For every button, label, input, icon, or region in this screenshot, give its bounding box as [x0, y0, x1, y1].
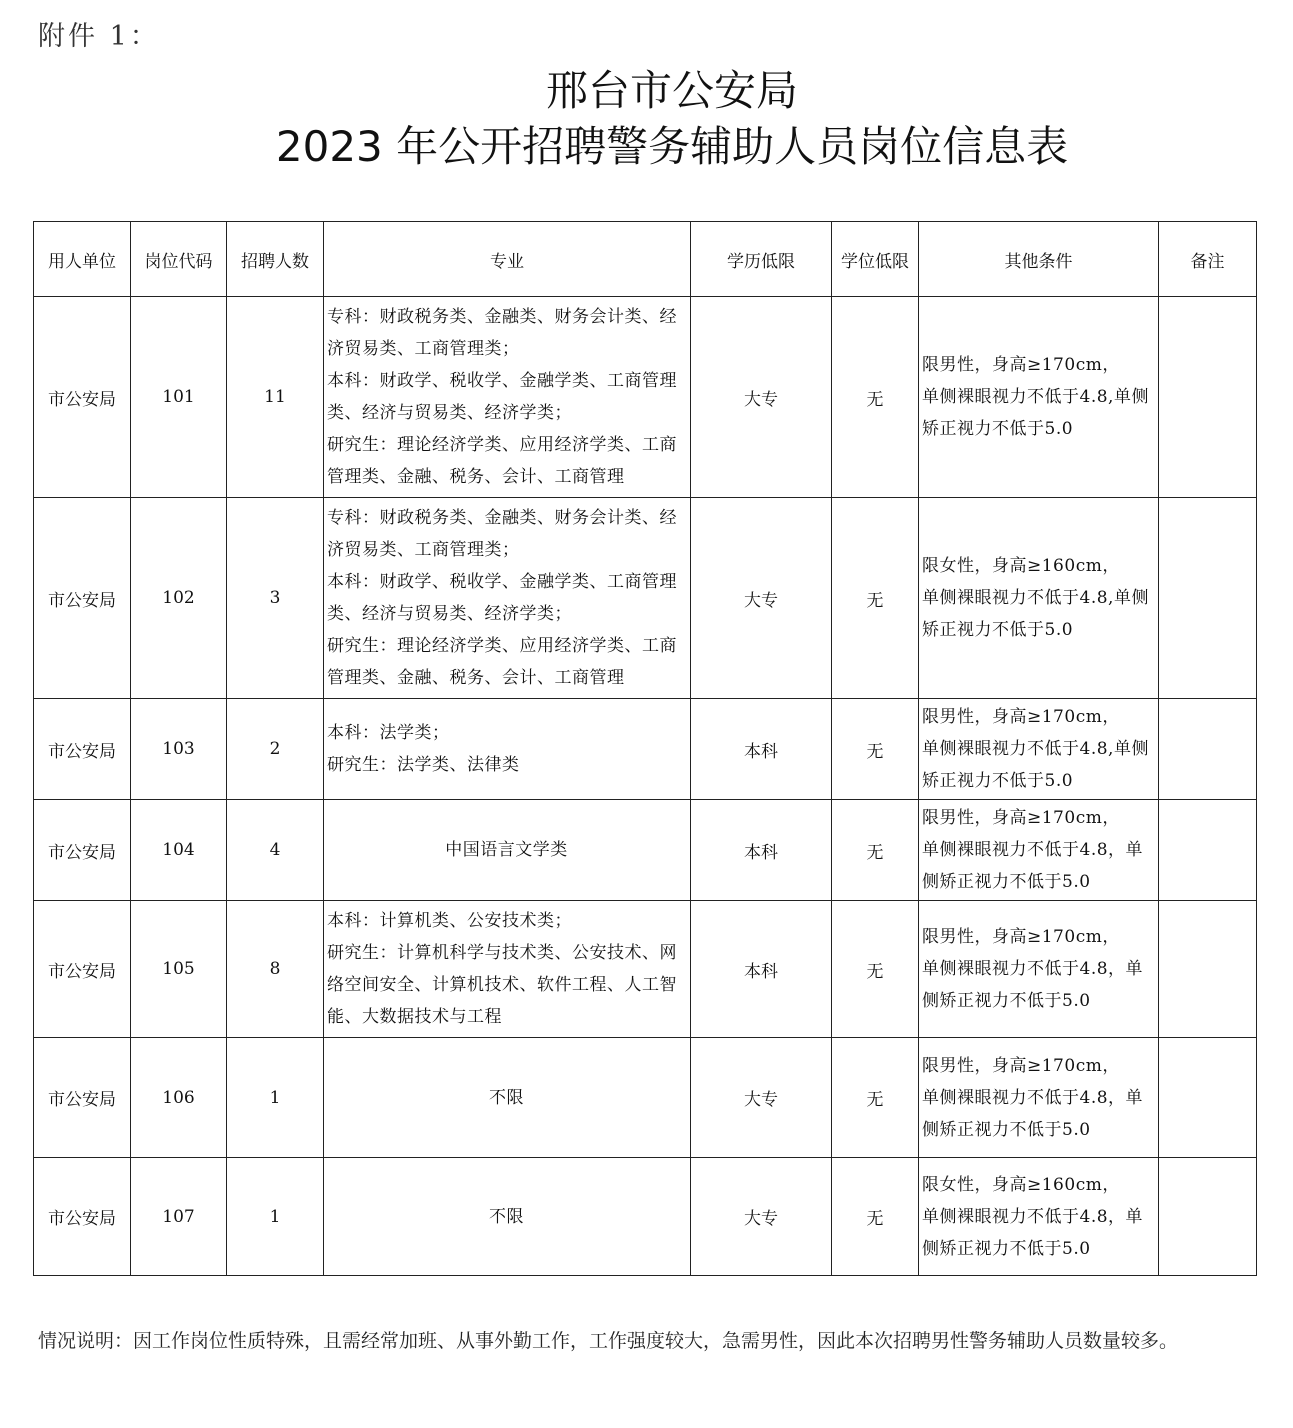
- cell-unit: 市公安局: [34, 1038, 131, 1158]
- other-line: 单侧裸眼视力不低于4.8，单侧矫正视力不低于5.0: [922, 1087, 1144, 1140]
- table-body: [34, 297, 1257, 1276]
- page-title: 邢台市公安局: [545, 66, 798, 115]
- page-subtitle: 2023 年公开招聘警务辅助人员岗位信息表: [275, 122, 1069, 171]
- other-line: 单侧裸眼视力不低于4.8，单侧矫正视力不低于5.0: [922, 840, 1144, 892]
- cell-unit: 市公安局: [34, 297, 131, 498]
- cell-remark: [1159, 800, 1257, 901]
- cell-remark: [1159, 901, 1257, 1038]
- cell-degree: 无: [832, 800, 919, 901]
- position-table: [33, 221, 1257, 1276]
- major-line: 不限: [489, 1206, 524, 1227]
- major-line: 本科：计算机类、公安技术类；: [327, 911, 572, 931]
- cell-education: 本科: [691, 901, 832, 1038]
- cell-remark: [1159, 1158, 1257, 1276]
- major-line: 本科：财政学、税收学、金融学类、工商管理类、经济与贸易类、经济学类；: [327, 572, 677, 624]
- header-major: 专业: [324, 222, 691, 297]
- other-line: 单侧裸眼视力不低于4.8,单侧矫正视力不低于5.0: [922, 588, 1149, 640]
- table-header-row: [34, 222, 1257, 297]
- cell-education: 本科: [691, 800, 832, 901]
- cell-education: 大专: [691, 1038, 832, 1158]
- other-line: 限女性，身高≥160cm，: [922, 556, 1120, 576]
- cell-degree: 无: [832, 1038, 919, 1158]
- cell-count: 1: [227, 1158, 324, 1276]
- cell-major: [324, 800, 691, 901]
- cell-code: 104: [131, 800, 227, 901]
- major-line: 专科：财政税务类、金融类、财务会计类、经济贸易类、工商管理类；: [327, 307, 677, 359]
- table-row: [34, 1158, 1257, 1276]
- table-row: [34, 498, 1257, 699]
- other-line: 限男性，身高≥170cm，: [922, 808, 1120, 828]
- cell-other: [919, 297, 1159, 498]
- cell-major: [324, 1158, 691, 1276]
- cell-degree: 无: [832, 699, 919, 800]
- cell-code: 105: [131, 901, 227, 1038]
- cell-count: 11: [227, 297, 324, 498]
- cell-count: 3: [227, 498, 324, 699]
- cell-major: [324, 699, 691, 800]
- table-row: [34, 1038, 1257, 1158]
- cell-other: [919, 901, 1159, 1038]
- cell-degree: 无: [832, 498, 919, 699]
- cell-code: 101: [131, 297, 227, 498]
- cell-remark: [1159, 1038, 1257, 1158]
- cell-code: 106: [131, 1038, 227, 1158]
- cell-education: 本科: [691, 699, 832, 800]
- other-line: 限女性，身高≥160cm，: [922, 1174, 1120, 1195]
- cell-remark: [1159, 699, 1257, 800]
- cell-other: [919, 498, 1159, 699]
- header-degree: 学位低限: [832, 222, 919, 297]
- cell-unit: 市公安局: [34, 1158, 131, 1276]
- cell-count: 2: [227, 699, 324, 800]
- cell-degree: 无: [832, 297, 919, 498]
- cell-unit: 市公安局: [34, 901, 131, 1038]
- cell-degree: 无: [832, 901, 919, 1038]
- header-count: 招聘人数: [227, 222, 324, 297]
- table-row: [34, 699, 1257, 800]
- major-line: 研究生：法学类、法律类: [327, 755, 520, 775]
- header-education: 学历低限: [691, 222, 832, 297]
- cell-count: 8: [227, 901, 324, 1038]
- header-other: 其他条件: [919, 222, 1159, 297]
- other-line: 限男性，身高≥170cm，: [922, 1055, 1120, 1076]
- table-row: [34, 901, 1257, 1038]
- cell-major: [324, 901, 691, 1038]
- cell-degree: 无: [832, 1158, 919, 1276]
- other-line: 限男性，身高≥170cm，: [922, 355, 1120, 375]
- major-line: 研究生：理论经济学类、应用经济学类、工商管理类、金融、税务、会计、工商管理: [327, 636, 677, 688]
- cell-unit: 市公安局: [34, 498, 131, 699]
- major-line: 研究生：计算机科学与技术类、公安技术、网络空间安全、计算机技术、软件工程、人工智能、大数据技术与工程: [327, 943, 677, 1027]
- attachment-label: 附件 1：: [38, 21, 160, 52]
- cell-major: [324, 297, 691, 498]
- cell-other: [919, 699, 1159, 800]
- cell-code: 107: [131, 1158, 227, 1276]
- major-line: 研究生：理论经济学类、应用经济学类、工商管理类、金融、税务、会计、工商管理: [327, 435, 677, 487]
- cell-unit: 市公安局: [34, 699, 131, 800]
- other-line: 限男性，身高≥170cm，: [922, 707, 1120, 727]
- cell-education: 大专: [691, 1158, 832, 1276]
- cell-education: 大专: [691, 297, 832, 498]
- major-line: 不限: [489, 1087, 524, 1108]
- cell-count: 1: [227, 1038, 324, 1158]
- cell-count: 4: [227, 800, 324, 901]
- other-line: 单侧裸眼视力不低于4.8，单侧矫正视力不低于5.0: [922, 959, 1144, 1011]
- major-line: 专科：财政税务类、金融类、财务会计类、经济贸易类、工商管理类；: [327, 508, 677, 560]
- header-code: 岗位代码: [131, 222, 227, 297]
- cell-other: [919, 800, 1159, 901]
- cell-other: [919, 1038, 1159, 1158]
- header-remark: 备注: [1159, 222, 1257, 297]
- cell-major: [324, 498, 691, 699]
- other-line: 单侧裸眼视力不低于4.8,单侧矫正视力不低于5.0: [922, 387, 1149, 439]
- major-line: 本科：法学类；: [327, 723, 450, 743]
- other-line: 限男性，身高≥170cm，: [922, 927, 1120, 947]
- cell-education: 大专: [691, 498, 832, 699]
- explanation-note: 情况说明：因工作岗位性质特殊，且需经常加班、从事外勤工作，工作强度较大，急需男性，因此本次招聘男性警务辅助人员数量较多。: [38, 1330, 1179, 1352]
- cell-remark: [1159, 498, 1257, 699]
- header-unit: 用人单位: [34, 222, 131, 297]
- cell-code: 102: [131, 498, 227, 699]
- major-line: 本科：财政学、税收学、金融学类、工商管理类、经济与贸易类、经济学类；: [327, 371, 677, 423]
- cell-other: [919, 1158, 1159, 1276]
- table-row: [34, 297, 1257, 498]
- major-line: 中国语言文学类: [445, 840, 568, 860]
- cell-remark: [1159, 297, 1257, 498]
- table-row: [34, 800, 1257, 901]
- cell-code: 103: [131, 699, 227, 800]
- cell-major: [324, 1038, 691, 1158]
- other-line: 单侧裸眼视力不低于4.8,单侧矫正视力不低于5.0: [922, 739, 1149, 791]
- other-line: 单侧裸眼视力不低于4.8，单侧矫正视力不低于5.0: [922, 1206, 1144, 1259]
- cell-unit: 市公安局: [34, 800, 131, 901]
